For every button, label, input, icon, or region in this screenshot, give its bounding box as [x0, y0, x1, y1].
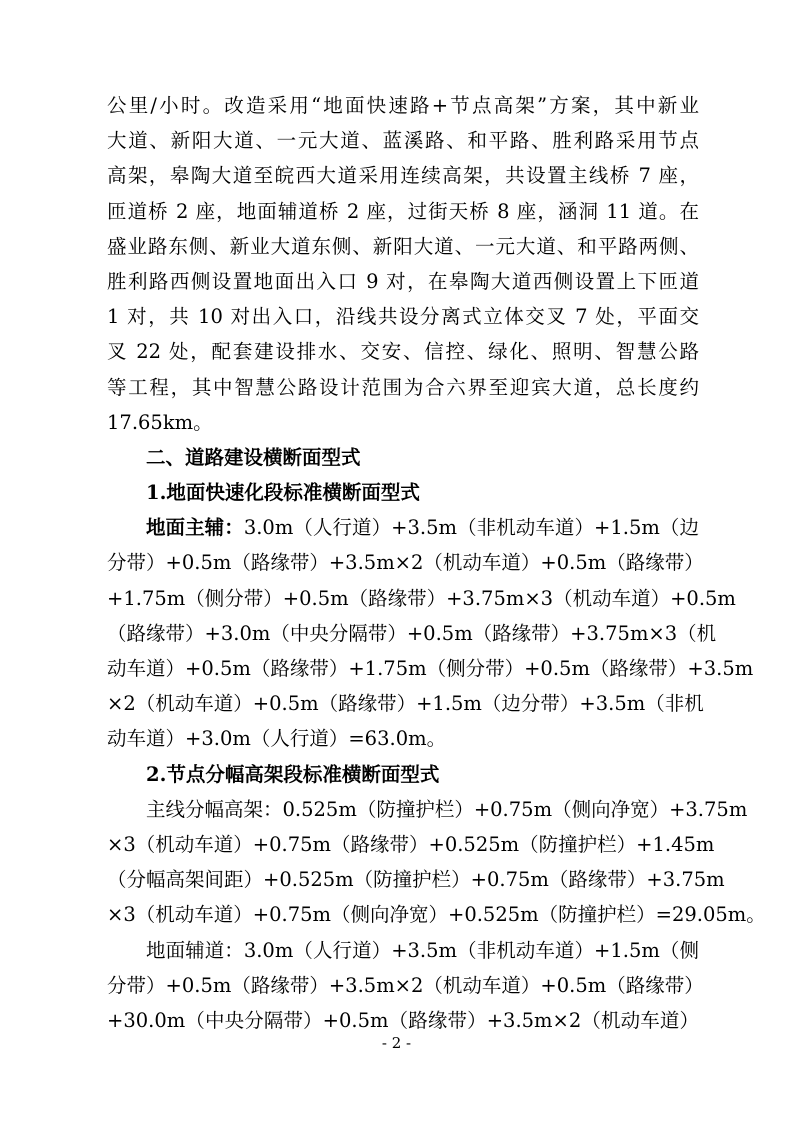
section-heading: 二、道路建设横断面型式 — [146, 445, 361, 469]
text-line: 胜利路西侧设置地面出入口 9 对，在皋陶大道西侧设置上下匝道 — [107, 269, 699, 293]
text-line: 地面辅道：3.0m（人行道）+3.5m（非机动车道）+1.5m（侧 — [146, 938, 699, 962]
text-line: 动车道）+0.5m（路缘带）+1.75m（侧分带）+0.5m（路缘带）+3.5m — [107, 657, 754, 680]
text-line: 分带）+0.5m（路缘带）+3.5m×2（机动车道）+0.5m（路缘带） — [107, 551, 704, 575]
subsection-heading: 1.地面快速化段标准横断面型式 — [146, 481, 420, 505]
text-line: ×3（机动车道）+0.75m（侧向净宽）+0.525m（防撞护栏）=29.05m。 — [107, 903, 766, 927]
text-line — [107, 510, 699, 545]
paragraph-text: 3.0m（人行道）+3.5m（非机动车道）+1.5m（边 — [243, 516, 699, 540]
page-number: - 2 - — [381, 1034, 412, 1052]
text-line: （路缘带）+3.0m（中央分隔带）+0.5m（路缘带）+3.75m×3（机 — [107, 621, 717, 645]
text-line: 17.65km。 — [107, 410, 213, 434]
text-line: 动车道）+3.0m（人行道）=63.0m。 — [107, 727, 447, 751]
text-line: ×2（机动车道）+0.5m（路缘带）+1.5m（边分带）+3.5m（非机 — [107, 692, 704, 716]
text-line: 叉 22 处，配套建设排水、交安、信控、绿化、照明、智慧公路 — [107, 340, 699, 364]
text-line: （分幅高架间距）+0.525m（防撞护栏）+0.75m（路缘带）+3.75m — [107, 868, 725, 892]
subsection-heading: 2.节点分幅高架段标准横断面型式 — [146, 762, 440, 786]
text-line: 高架，皋陶大道至皖西大道采用连续高架，共设置主线桥 7 座， — [107, 164, 699, 188]
paragraph-lead: 地面主辅： — [146, 516, 244, 540]
text-line: +30.0m（中央分隔带）+0.5m（路缘带）+3.5m×2（机动车道） — [107, 1008, 699, 1032]
text-line: 分带）+0.5m（路缘带）+3.5m×2（机动车道）+0.5m（路缘带） — [107, 973, 704, 997]
text-line: 大道、新阳大道、一元大道、蓝溪路、和平路、胜利路采用节点 — [107, 129, 699, 153]
text-line: +1.75m（侧分带）+0.5m（路缘带）+3.75m×3（机动车道）+0.5m — [107, 586, 736, 610]
document-body — [107, 88, 766, 1038]
text-line: 等工程，其中智慧公路设计范围为合六界至迎宾大道，总长度约 — [107, 375, 699, 399]
text-line: 1 对，共 10 对出入口，沿线共设分离式立体交叉 7 处，平面交 — [107, 305, 699, 329]
text-line: 盛业路东侧、新业大道东侧、新阳大道、一元大道、和平路两侧、 — [107, 234, 699, 258]
text-line: ×3（机动车道）+0.75m（路缘带）+0.525m（防撞护栏）+1.45m — [107, 832, 715, 856]
text-line: 公里/小时。改造采用“地面快速路+节点高架”方案，其中新业 — [107, 94, 699, 117]
text-line: 主线分幅高架：0.525m（防撞护栏）+0.75m（侧向净宽）+3.75m — [146, 797, 748, 821]
text-line: 匝道桥 2 座，地面辅道桥 2 座，过街天桥 8 座，涵洞 11 道。在 — [107, 199, 699, 223]
